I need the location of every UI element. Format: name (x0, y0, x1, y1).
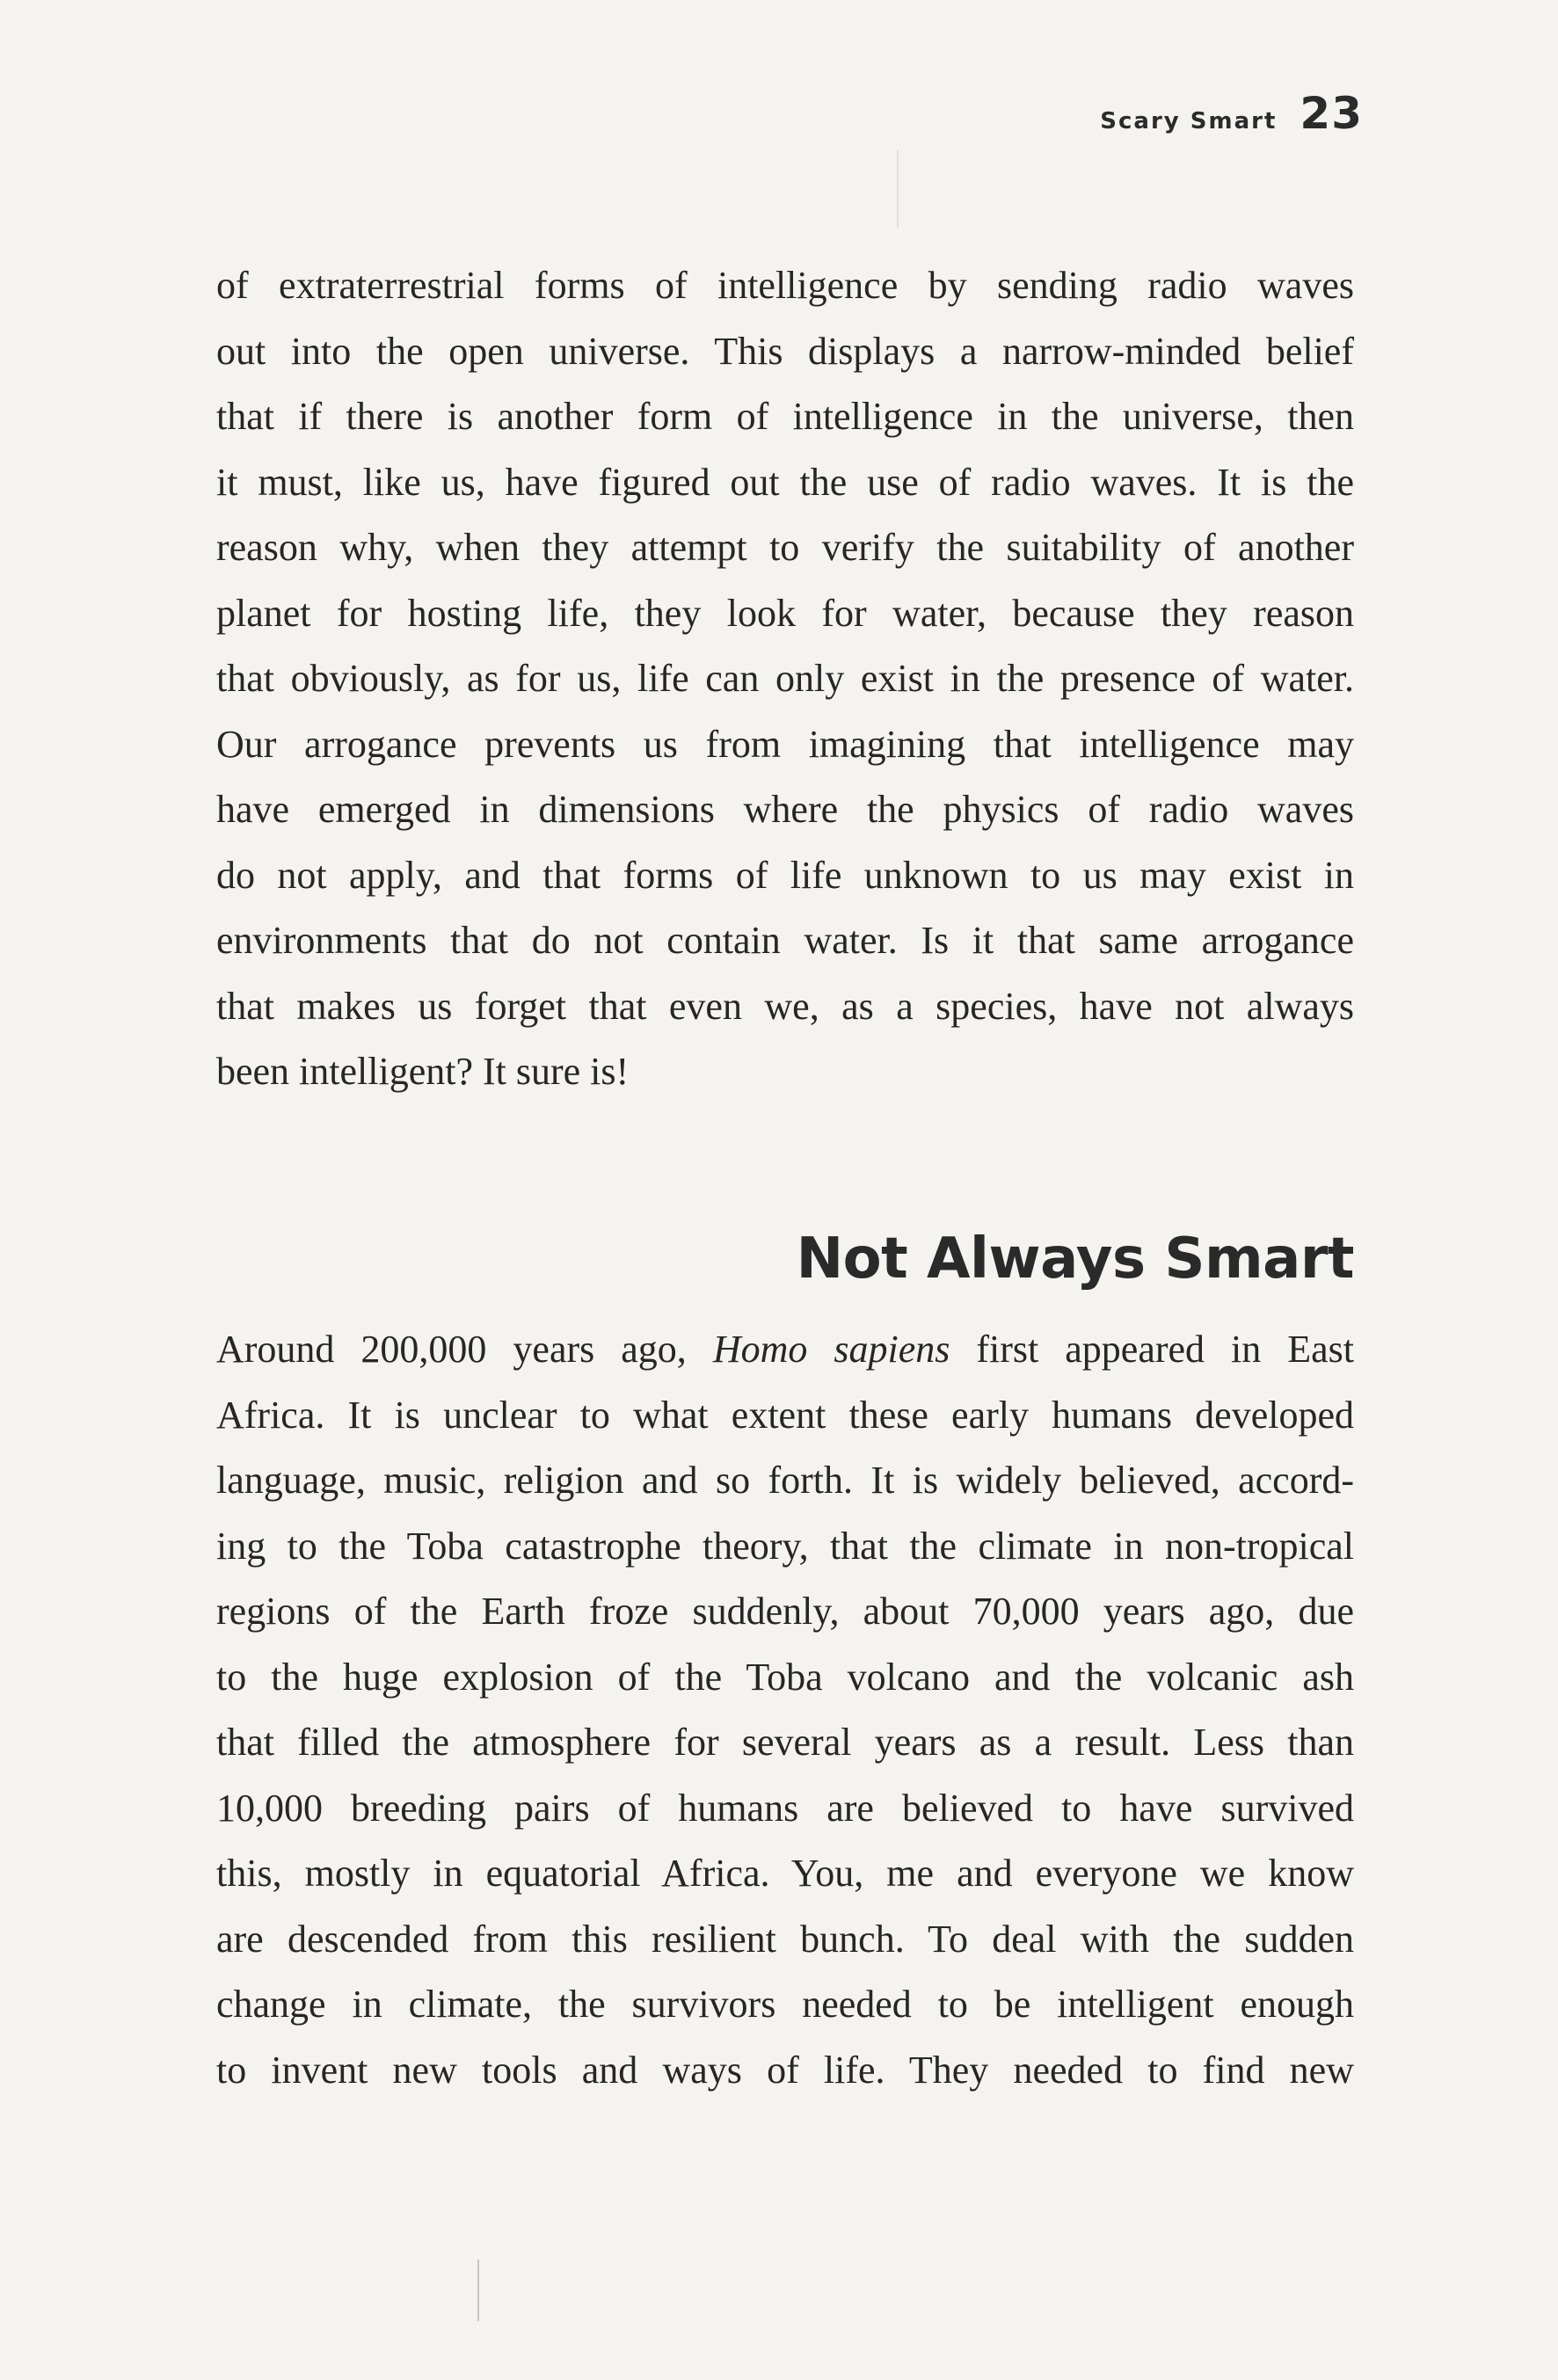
text-line: been intelligent? It sure is! (216, 1050, 630, 1093)
text-line: to invent new tools and ways of life. They needed to find new (216, 2048, 1354, 2092)
text-line: reason why, when they attempt to verify the suitability of another (216, 526, 1354, 569)
text-line-first (216, 1317, 1354, 1383)
text-line: that if there is another form of intelligence in the universe, then (216, 395, 1354, 438)
running-head (1100, 88, 1363, 139)
text-line: have emerged in dimensions where the physics of radio waves (216, 788, 1354, 831)
text-line: out into the open universe. This displays a narrow-minded belief (216, 329, 1354, 373)
text-line: of extraterrestrial forms of intelligence by sending radio waves (216, 264, 1354, 307)
paragraph-2 (216, 1317, 1354, 2103)
text-line: this, mostly in equatorial Africa. You, me and everyone we know (216, 1852, 1354, 1895)
italic-species-name: Homo sapiens (712, 1328, 950, 1371)
text-line: that filled the atmosphere for several years as a result. Less than (216, 1721, 1354, 1764)
text-line: Africa. It is unclear to what extent these early humans developed (216, 1393, 1354, 1437)
running-head-title: Scary Smart (1100, 108, 1278, 135)
paragraph-1 (216, 253, 1354, 1105)
scan-mark (477, 2260, 479, 2321)
text-line: it must, like us, have figured out the use of radio waves. It is the (216, 460, 1354, 504)
scan-mark (897, 149, 899, 229)
text-line: 10,000 breeding pairs of humans are believed to have survived (216, 1786, 1354, 1830)
text-line: language, music, religion and so forth. It is widely believed, accord- (216, 1459, 1354, 1502)
section-heading: Not Always Smart (796, 1226, 1354, 1292)
text-line: environments that do not contain water. Is it that same arrogance (216, 919, 1354, 962)
text-line: are descended from this resilient bunch. To deal with the sudden (216, 1917, 1354, 1961)
text-line: Our arrogance prevents us from imagining that intelligence may (216, 722, 1354, 766)
text-line: do not apply, and that forms of life unknown to us may exist in (216, 853, 1354, 897)
text-run: Around 200,000 years ago, (216, 1328, 713, 1371)
text-line: to the huge explosion of the Toba volcano and the volcanic ash (216, 1655, 1354, 1699)
text-line: that makes us forget that even we, as a species, have not always (216, 984, 1354, 1028)
text-line: planet for hosting life, they look for water, because they reason (216, 591, 1354, 635)
page-number: 23 (1300, 88, 1363, 139)
text-line: that obviously, as for us, life can only exist in the presence of water. (216, 657, 1354, 700)
text-line: regions of the Earth froze suddenly, about 70,000 years ago, due (216, 1590, 1354, 1633)
text-line: change in climate, the survivors needed to be intelligent enough (216, 1983, 1354, 2026)
text-run: first appeared in East (950, 1328, 1355, 1371)
text-line: ing to the Toba catastrophe theory, that the climate in non-tropical (216, 1524, 1354, 1568)
